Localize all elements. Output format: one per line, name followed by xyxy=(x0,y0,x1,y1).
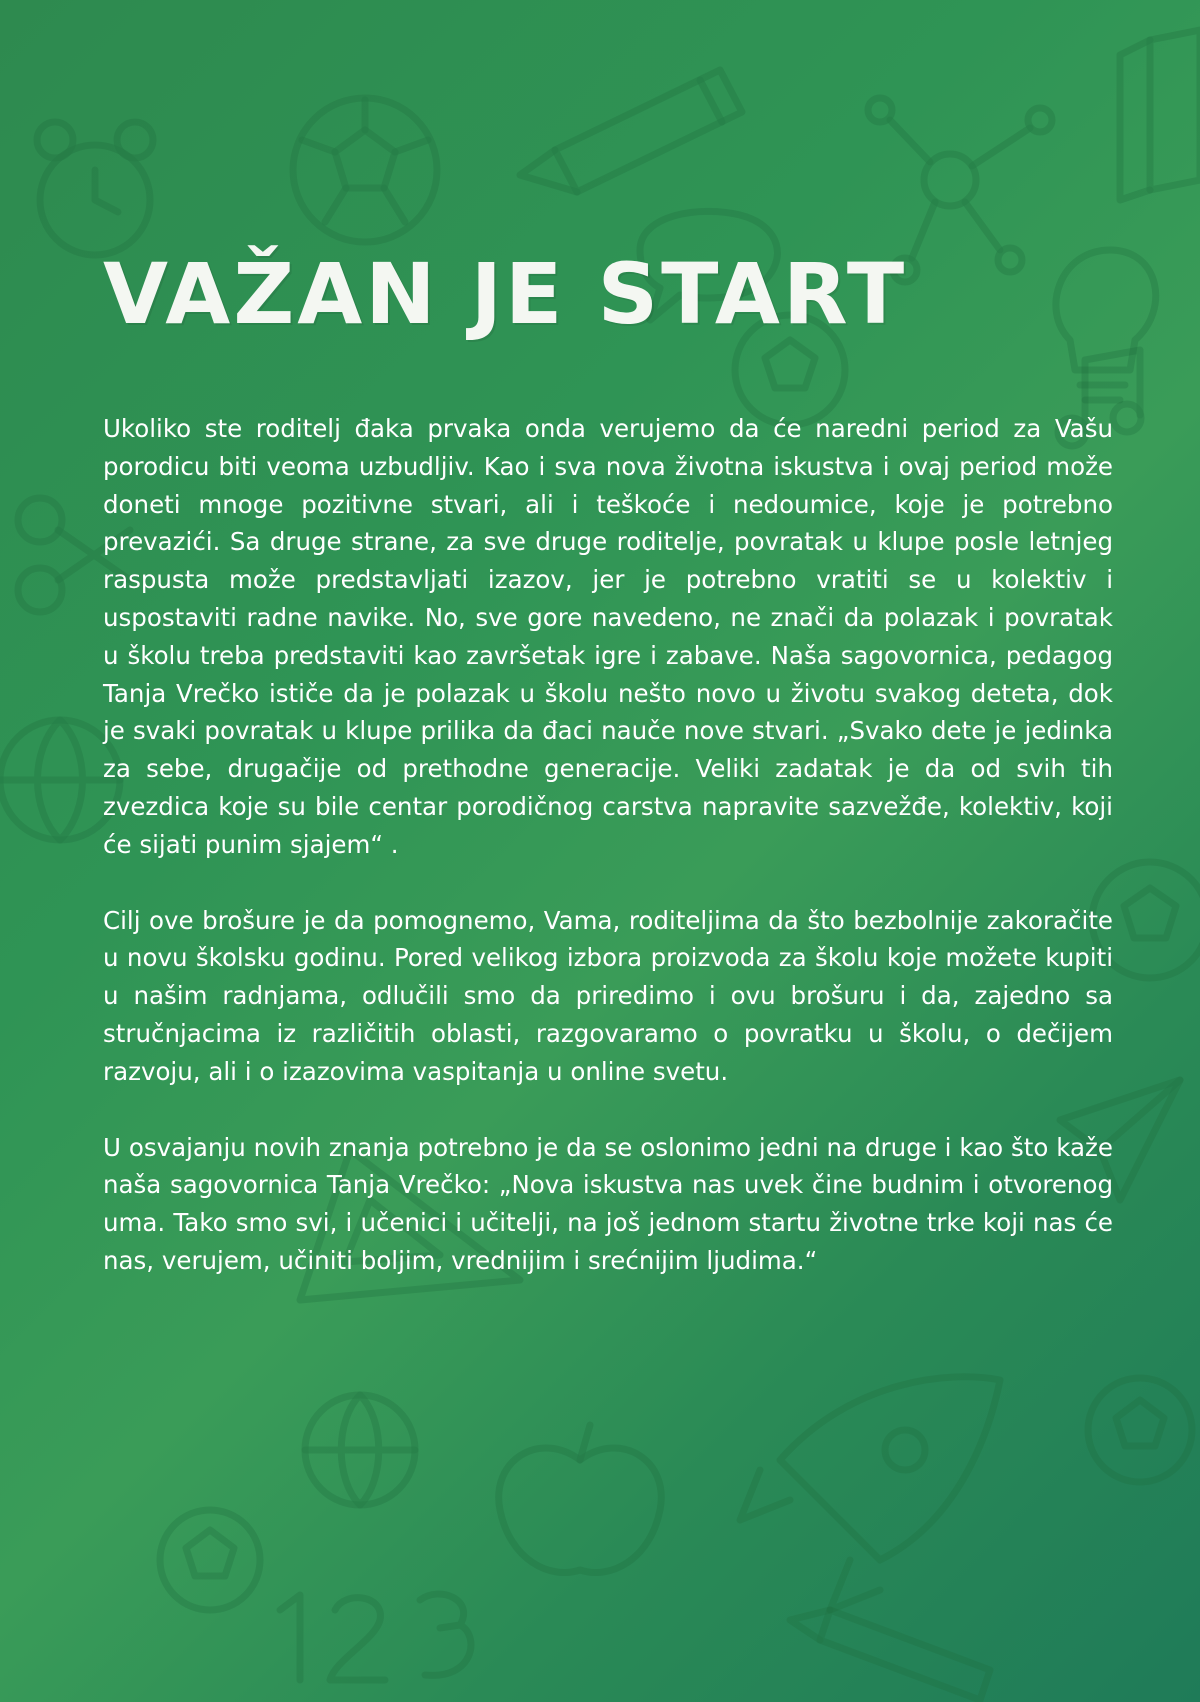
soccer-ball-icon xyxy=(1088,1378,1192,1482)
page-title: VAŽAN JE START xyxy=(103,245,908,343)
globe-icon xyxy=(305,1395,415,1505)
soccer-ball-icon xyxy=(293,98,437,242)
pencil-icon xyxy=(520,70,742,192)
alarm-clock-icon xyxy=(37,122,153,255)
rocket-icon xyxy=(740,1377,1000,1610)
paragraph-intro: Ukoliko ste roditelj đaka prvaka onda verujemo da će naredni period za Vašu porodicu biti veoma uzbudljiv. Kao i sva nova životna iskustva i ovaj period može doneti mnoge pozitivne stvari, ali i teškoće i nedoumice, koje je potrebno prevazići. Sa druge strane, za sve druge roditelje, povratak u klupe posle letnjeg raspusta može predstavljati izazov, jer je potrebno vratiti se u kolektiv i uspostaviti radne navike. No, sve gore navedeno, ne znači da polazak i povratak u školu treba predstaviti kao završetak igre i zabave. Naša sagovornica, pedagog Tanja Vrečko ističe da je polazak u školu nešto novo u životu svakog deteta, dok je svaki povratak u klupe prilika da đaci nauče nove stvari. „Svako dete je jedinka za sebe, drugačije od prethodne generacije. Veliki zadatak je da od svih tih zvezdica koje su bile centar porodičnog carstva napravite sazvežđe, kolektiv, koji će sijati punim sjajem“ . xyxy=(103,414,1113,859)
soccer-ball-icon xyxy=(160,1510,260,1610)
article-body xyxy=(103,410,1113,1318)
numbers-icon xyxy=(280,1594,471,1680)
paragraph-goal: Cilj ove brošure je da pomognemo, Vama, roditeljima da što bezbolnije zakoračite u novu školsku godinu. Pored velikog izbora proizvoda za školu koje možete kupiti u našim radnjama, odlučili smo da priredimo i ovu brošuru i da, zajedno sa stručnjacima iz različitih oblasti, razgovaramo o povratku u školu, o dečijem razvoju, ali i o izazovima vaspitanja u online svetu. xyxy=(103,905,1113,1086)
paragraph-quote: U osvajanju novih znanja potrebno je da se oslonimo jedni na druge i kao što kaže naša sagovornica Tanja Vrečko: „Nova iskustva nas uvek čine budnim i otvorenog uma. Tako smo svi, i učenici i učitelji, na još jednom startu životne trke koji nas će nas, verujem, učiniti boljim, vrednijim i srećnijim ljudima.“ xyxy=(103,1132,1113,1275)
pencil-icon xyxy=(790,1610,990,1700)
book-icon xyxy=(1120,30,1200,200)
globe-icon xyxy=(0,720,120,840)
apple-icon xyxy=(499,1425,662,1573)
